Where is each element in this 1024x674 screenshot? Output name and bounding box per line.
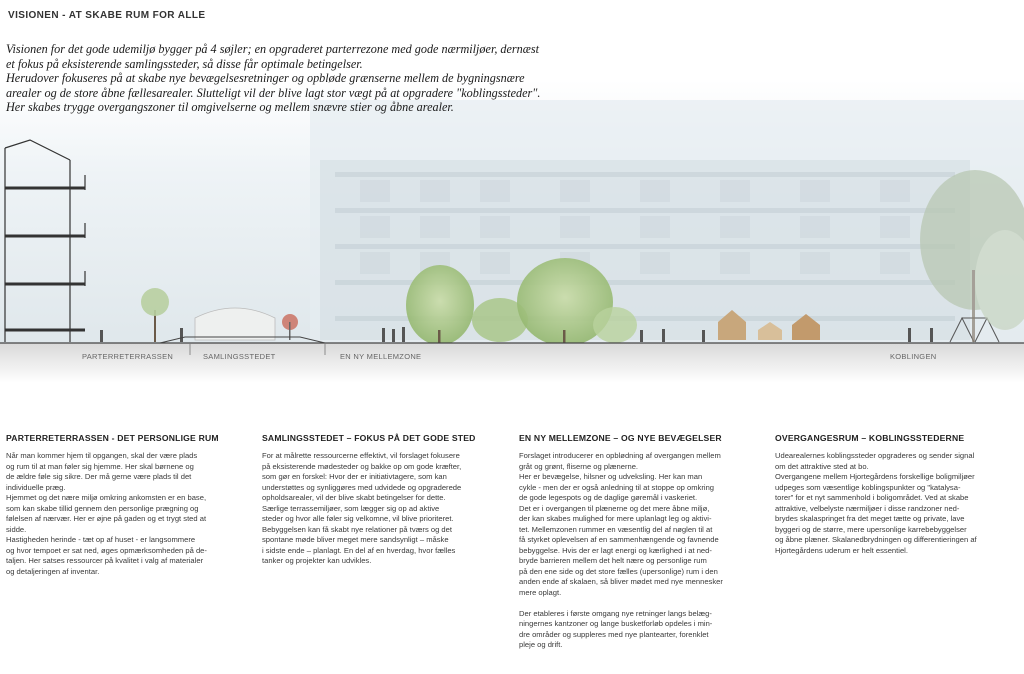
zone-label-kobling: KOBLINGEN [890, 352, 937, 361]
column-body: Udearealernes koblingssteder opgraderes og sender signal om det attraktive sted at bo. Overgangene mellem Hjortegårdens forskellige boligmiljøer udpeges som væsentlige koblingspunkter og "katalysa- torer" for et nyt sammenhold i boligområdet. Ved at skabe attraktive, velbelyste nærmiljøer i disse randzoner ned- brydes skalaspringet fra det meget tætte og private, lave byggeri og de større, mere upersonlige karrebebyggelser og åbne plæner. Skalanedbrydningen og differentieringen af Hjortegårdens uderum er helt essentiel. [775, 451, 977, 555]
column-kobling [775, 433, 1007, 556]
column-heading: OVERGANGESRUM – KOBLINGSSTEDERNE [775, 433, 965, 443]
page-title: VISIONEN - AT SKABE RUM FOR ALLE [8, 10, 206, 21]
column-body: Når man kommer hjem til opgangen, skal der være plads og rum til at man føler sig hjemme. Her skal børnene og de ældre føle sig sikre. Der må gerne være plads til det individuelle præg. Hjemmet og det nære miljø omkring ankomsten er en base, som kan skabe tillid gennem den personlige prægning og følelsen af nærvær. Her er øjne på gaden og et trygt sted at sidde. Hastigheden herinde - tæt op af huset - er langsommere og hvor tempoet er sat ned, øges opmærksomheden på de- taljen. Her satses ressourcer på kvalitet i valg af materialer og detaljeringen af inventar. [6, 451, 207, 576]
column-body: Forslaget introducerer en opblødning af overgangen mellem gråt og grønt, fliserne og plænerne. Her er bevægelse, hilsner og udveksling. Her kan man cykle - men der er også anledning til at stoppe op omkring de gode legespots og de daglige gøremål i vaskeriet. Det er i overgangen til plænerne og det mere åbne miljø, der kan skabes mulighed for mere uplanlagt leg og aktivi- tet. Mellemzonen rummer en væsentlig del af nøglen til at få styrket oplevelsen af en sammenhængende og favnende bebyggelse. Hvis der er lagt energi og kærlighed i at ned- bryde barrieren mellem det helt nære og personlige rum på den ene side og det store fælles (upersonlige) rum i den anden ende af skalaen, så bliver mødet med nye mennesker mere oplagt. Der etableres i første omgang nye retninger langs belæg- ningernes kantzoner og lange busketforløb opdeles i min- dre områder og suppleres med nye plantearter, forenklet pleje og drift. [519, 451, 723, 649]
vision-statement [6, 42, 566, 115]
column-mellemzone [519, 433, 751, 651]
zone-label-samling: SAMLINGSSTEDET [203, 352, 276, 361]
vision-line: Her skabes trygge overgangszoner til omgivelserne og mellem snævre stier og åbne arealer. [6, 100, 454, 115]
column-parterre [6, 433, 238, 577]
column-samling [262, 433, 494, 567]
ground-shadow [0, 343, 1024, 383]
column-heading: PARTERRETERRASSEN - DET PERSONLIGE RUM [6, 433, 219, 443]
vision-line: Visionen for det gode udemiljø bygger på 4 søjler; en opgraderet parterrezone med gode nærmiljøer, dernæst [6, 42, 540, 56]
column-heading: EN NY MELLEMZONE – OG NYE BEVÆGELSER [519, 433, 722, 443]
vision-line: Herudover fokuseres på at skabe nye bevægelsesretninger og opbløde grænserne mellem de bygningsnære [6, 71, 525, 86]
vision-line: arealer og de store åbne fællesarealer. Slutteligt vil der blive lagt stor vægt på at opgradere "koblingssteder". [6, 85, 541, 100]
zone-label-parterre: PARTERRETERRASSEN [82, 352, 174, 361]
zone-label-mellemzone: EN NY MELLEMZONE [340, 352, 422, 361]
column-body: For at målrette ressourcerne effektivt, vil forslaget fokusere på eksisterende mødesteder og bakke op om gode kræfter, som gør en forskel: Hvor der er initiativtagere, som kan understøttes og synliggøres med udvidede og opgraderede opholdsarealer, vil der blive skabt betingelser for dette. Særlige terrassemiljøer, som lægger sig op ad aktive steder og hvor alle føler sig velkomne, vil blive prioriteret. Bebyggelsen kan få skabt nye relationer på tværs og det spontane møde bliver meget mere sandsynligt – måske i sidste ende – planlagt. En del af en hverdag, hvor fælles tanker og projekter kan udvikles. [262, 451, 462, 565]
column-heading: SAMLINGSSTEDET – FOKUS PÅ DET GODE STED [262, 433, 476, 443]
vision-line: et fokus på eksisterende samlingssteder, så disse får optimale betingelser. [6, 56, 363, 71]
